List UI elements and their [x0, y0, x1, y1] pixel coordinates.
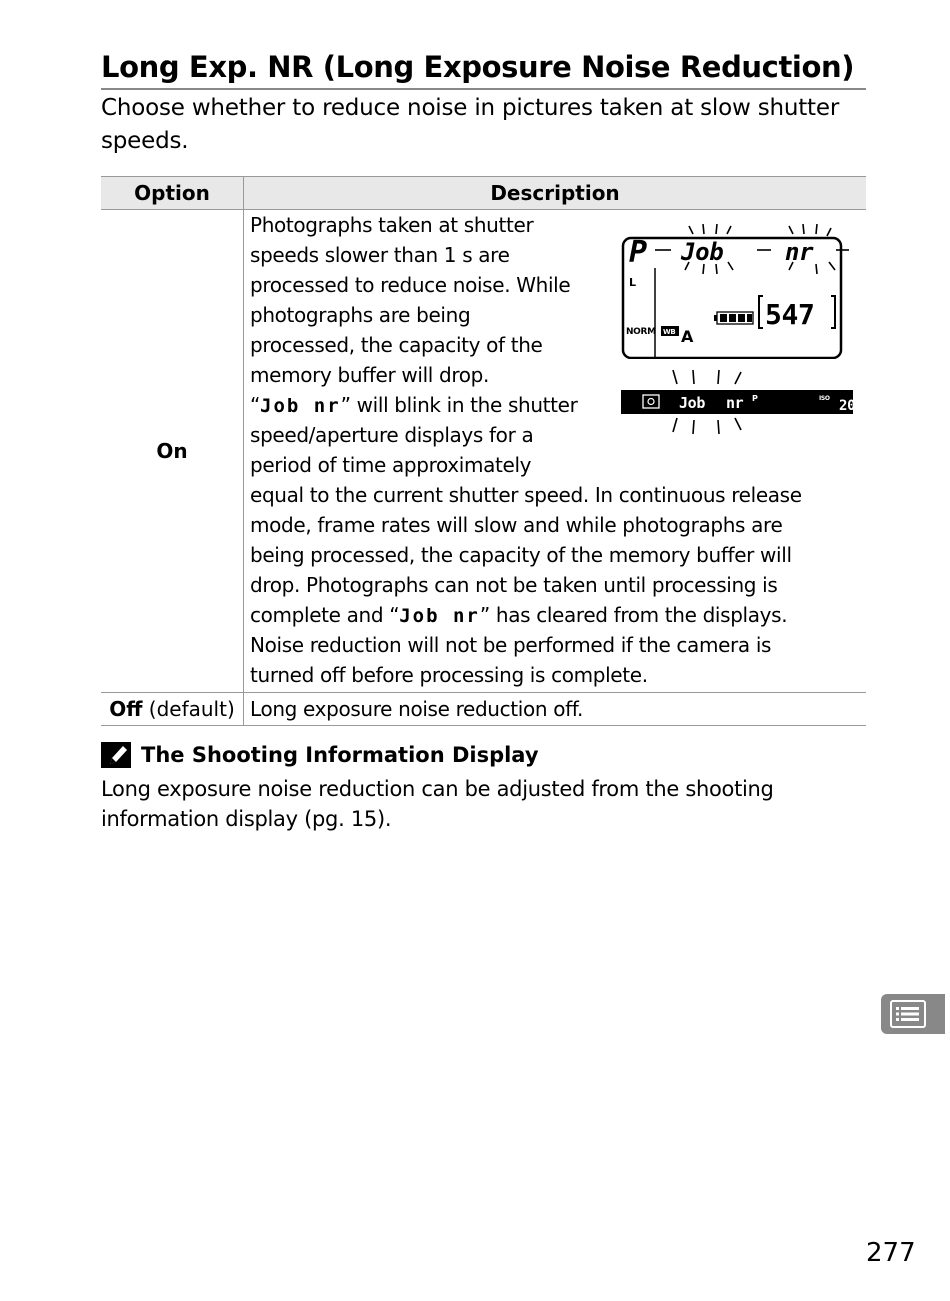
viewfinder-iso-value: 20	[839, 398, 856, 414]
menu-list-icon	[890, 1000, 926, 1028]
job-nr-glyph: Job nr	[399, 605, 480, 627]
desc-line-blink	[250, 390, 578, 421]
option-off-label: Off	[109, 697, 143, 721]
desc-line: speed/aperture displays for a	[250, 423, 534, 447]
menu-section-tab	[881, 994, 945, 1034]
note-box	[101, 738, 871, 834]
viewfinder-job: Job	[679, 394, 706, 412]
desc-line: memory buffer will drop.	[250, 363, 490, 387]
table-row-on	[101, 210, 866, 693]
lcd-job: Job	[681, 238, 724, 266]
desc-line: turned off before processing is complete.	[250, 663, 648, 687]
battery-icon	[714, 312, 753, 324]
cleared-post: ” has cleared from the displays.	[479, 603, 788, 627]
lcd-mode: P	[629, 235, 647, 270]
option-off	[101, 693, 243, 725]
viewfinder-display-illustration	[621, 370, 861, 435]
viewfinder-iso-label: ISO	[819, 395, 830, 402]
blink-text: ” will blink in the shutter	[340, 393, 578, 417]
note-line: information display (pg. 15).	[101, 807, 392, 831]
pencil-note-icon	[101, 742, 131, 768]
option-off-default: (default)	[142, 697, 235, 721]
desc-line: equal to the current shutter speed. In continuous release	[250, 483, 802, 507]
desc-line-cleared	[250, 600, 787, 631]
desc-line: speeds slower than 1 s are	[250, 243, 510, 267]
lcd-nr: nr	[785, 238, 814, 266]
lcd-image-size: L	[629, 276, 636, 289]
note-heading-row	[101, 738, 871, 772]
intro-text: Choose whether to reduce noise in pictures taken at slow shutter speeds.	[101, 95, 840, 154]
note-heading: The Shooting Information Display	[141, 743, 539, 767]
header-option: Option	[134, 181, 210, 205]
desc-line: processed to reduce noise. While	[250, 273, 571, 297]
lcd-exposure-count: 547	[765, 298, 815, 331]
cleared-pre: complete and “	[250, 603, 400, 627]
desc-line: Photographs taken at shutter	[250, 213, 534, 237]
open-quote: “	[250, 393, 261, 417]
desc-line: photographs are being	[250, 303, 471, 327]
note-line: Long exposure noise reduction can be adjusted from the shooting	[101, 777, 774, 801]
option-on: On	[156, 439, 188, 463]
desc-line: drop. Photographs can not be taken until processing is	[250, 573, 778, 597]
table-row-off	[101, 693, 866, 726]
lcd-wb-label: WB	[663, 328, 676, 336]
description-on	[243, 210, 866, 692]
options-table	[101, 176, 866, 726]
desc-line: mode, frame rates will slow and while photographs are	[250, 513, 783, 537]
desc-line: period of time approximately	[250, 453, 532, 477]
description-off: Long exposure noise reduction off.	[243, 693, 866, 725]
job-nr-glyph: Job nr	[260, 395, 341, 417]
control-panel-lcd-illustration	[621, 224, 851, 359]
header-description: Description	[243, 177, 866, 209]
viewfinder-nr: nr	[726, 394, 744, 412]
page-title: Long Exp. NR (Long Exposure Noise Reduction)	[101, 48, 866, 90]
page-number: 277	[866, 1238, 916, 1268]
desc-line: Noise reduction will not be performed if the camera is	[250, 633, 772, 657]
note-body	[101, 774, 871, 834]
table-header	[101, 176, 866, 210]
desc-line: processed, the capacity of the	[250, 333, 543, 357]
lcd-quality: NORM	[626, 327, 656, 337]
desc-line: being processed, the capacity of the memory buffer will	[250, 543, 792, 567]
viewfinder-mode: P	[752, 394, 758, 403]
lcd-wb-value: A	[681, 327, 694, 346]
